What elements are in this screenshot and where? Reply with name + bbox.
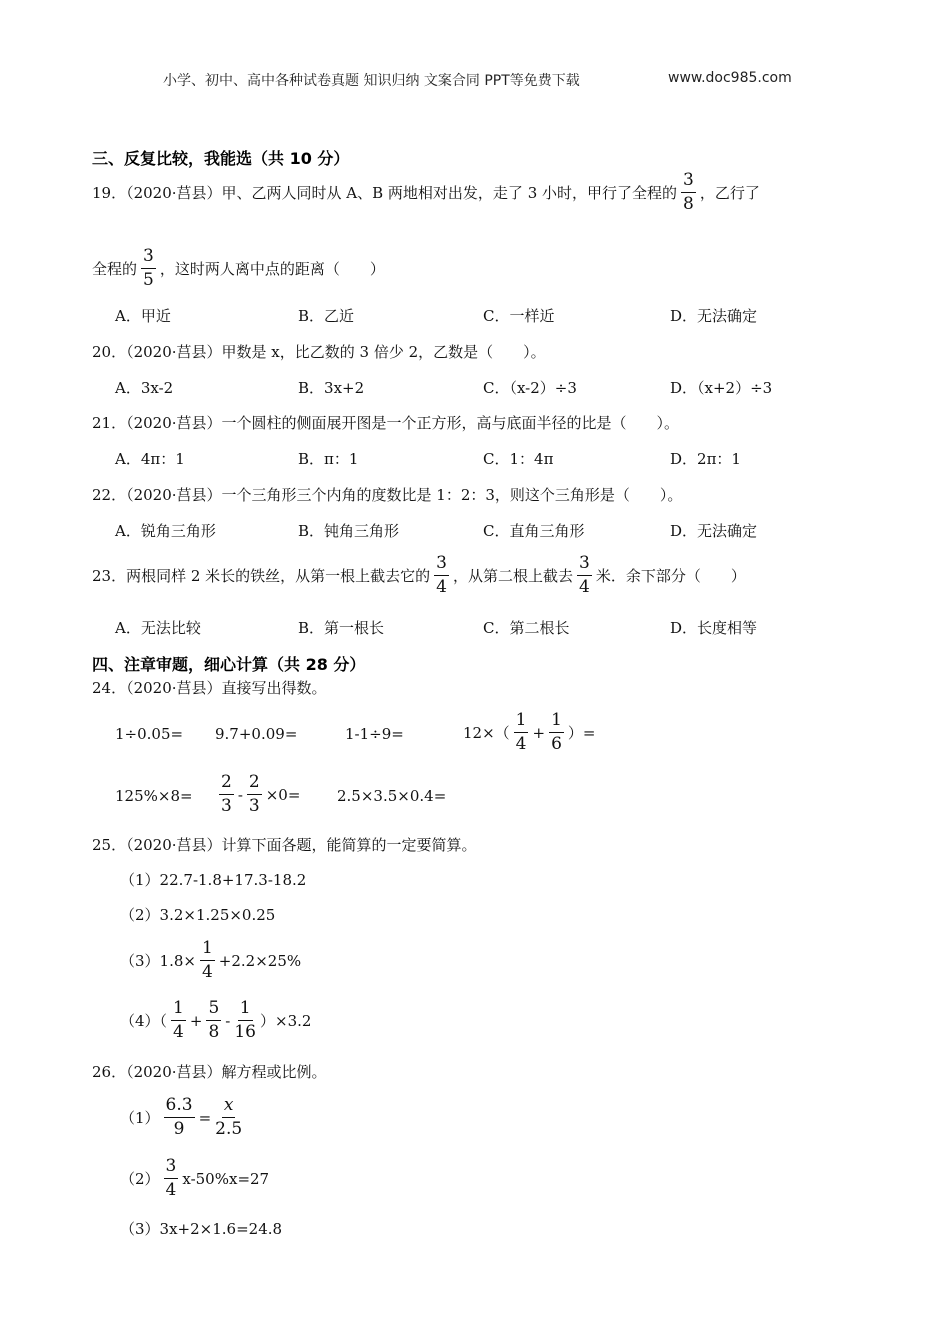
question-19-blank: ，这时两人离中点的距离（ ） [159,260,385,278]
question-23-text: 23．两根同样 2 米长的铁丝，从第一根上截去它的 [92,567,431,585]
expression-part: （1） [120,1109,160,1127]
fraction: $\frac{1}{4}$ [201,938,213,982]
fraction: $\frac{3}{4}$ [579,553,590,597]
expression: 2.5×3.5×0.4= [337,787,447,805]
expression-part: 12×（ [463,724,510,742]
sub-problem: （1）22.7-1.8+17.3-18.2 [120,871,307,889]
option-c[interactable]: C．第二根长 [483,619,570,637]
fraction: $\frac{1}{4}$ [515,710,527,754]
expression-part: ）×3.2 [260,1012,312,1030]
operator: - [237,785,243,804]
fraction: $\frac{3}{4}$ [436,553,447,597]
option-c[interactable]: C．1：4π [483,450,554,468]
sub-problem: （3）3x+2×1.6=24.8 [120,1220,283,1238]
option-a[interactable]: A．甲近 [115,307,171,325]
expression: 1÷0.05= [115,725,184,743]
fraction: $\frac{2}{3}$ [221,772,232,816]
fraction: $\frac{2}{3}$ [248,772,260,816]
option-a[interactable]: A．无法比较 [115,619,201,637]
fraction: $\frac{5}{8}$ [208,998,220,1042]
section-title-4: 四、注章审题，细心计算（共 28 分） [92,655,366,674]
expression-part: +2.2×25% [218,951,302,970]
header-url: www.doc985.com [668,70,792,86]
option-d[interactable]: D．无法确定 [670,307,758,325]
option-b[interactable]: B．π：1 [298,450,359,468]
operator: = [198,1108,212,1127]
option-b[interactable]: B．钝角三角形 [298,522,400,540]
question-20: 20．（2020·莒县）甲数是 x，比乙数的 3 倍少 2，乙数是（ ）。 [92,343,546,361]
sub-problem: （2）3.2×1.25×0.25 [120,906,276,924]
option-d[interactable]: D．长度相等 [670,619,758,637]
operator: - [225,1011,231,1030]
question-19-line1 [92,172,760,213]
question-19-text-tail: ，乙行了 [699,184,760,202]
option-b[interactable]: B．第一根长 [298,619,385,637]
fraction: $\frac{3}{8}$ [683,170,694,214]
sub-problem [120,940,301,981]
expression [215,774,300,815]
fraction: $\frac{x}{2.5}$ [215,1095,243,1139]
question-23-text-tail: 米．余下部分（ ） [595,567,746,585]
sub-problem [120,1158,269,1199]
fraction: $\frac{3}{5}$ [143,246,154,290]
option-c[interactable]: C．直角三角形 [483,522,585,540]
fraction: $\frac{6.3}{9}$ [165,1095,193,1139]
option-a[interactable]: A．4π：1 [115,450,185,468]
question-19-text: 19．（2020·莒县）甲、乙两人同时从 A、B 两地相对出发，走了 3 小时，甲行了全程的 [92,184,678,202]
header-banner: 小学、初中、高中各种试卷真题 知识归纳 文案合同 PPT等免费下载 [163,73,580,89]
option-a[interactable]: A．3x-2 [115,379,174,397]
option-b[interactable]: B．3x+2 [298,379,365,397]
question-23-text-mid: ，从第二根上截去 [453,567,574,585]
question-22: 22．（2020·莒县）一个三角形三个内角的度数比是 1：2：3，则这个三角形是（ ）。 [92,486,683,504]
expression-part: x-50%x=27 [182,1169,270,1188]
sub-problem [120,1000,311,1041]
question-19-line2 [92,248,385,289]
expression: 125%×8= [115,787,193,805]
expression: 1-1÷9= [345,725,404,743]
option-b[interactable]: B．乙近 [298,307,355,325]
fraction: $\frac{3}{4}$ [165,1156,177,1200]
fraction: $\frac{1}{16}$ [234,998,256,1042]
option-d[interactable]: D．2π：1 [670,450,741,468]
question-25: 25．（2020·莒县）计算下面各题，能简算的一定要简算。 [92,836,477,854]
expression-part: （4）（ [120,1012,168,1030]
sub-problem [120,1097,246,1138]
option-a[interactable]: A．锐角三角形 [115,522,216,540]
question-24: 24．（2020·莒县）直接写出得数。 [92,679,327,697]
fraction: $\frac{1}{4}$ [173,998,184,1042]
expression: 9.7+0.09= [215,725,298,743]
option-c[interactable]: C．（x-2）÷3 [483,379,577,397]
expression-part: ×0= [265,785,301,804]
expression-part: ）= [567,724,596,742]
operator: + [189,1011,203,1030]
expression-part: （2） [120,1170,160,1188]
expression [463,712,595,753]
option-c[interactable]: C．一样近 [483,307,555,325]
question-21: 21．（2020·莒县）一个圆柱的侧面展开图是一个正方形，高与底面半径的比是（ ）。 [92,414,680,432]
expression-part: （3）1.8× [120,952,196,970]
operator: + [532,723,546,742]
question-23 [92,555,746,596]
question-26: 26．（2020·莒县）解方程或比例。 [92,1063,327,1081]
fraction: $\frac{1}{6}$ [551,710,562,754]
option-d[interactable]: D．无法确定 [670,522,758,540]
section-title-3: 三、反复比较，我能选（共 10 分） [92,149,350,168]
question-19-text-cont: 全程的 [92,260,138,278]
option-d[interactable]: D．（x+2）÷3 [670,379,773,397]
